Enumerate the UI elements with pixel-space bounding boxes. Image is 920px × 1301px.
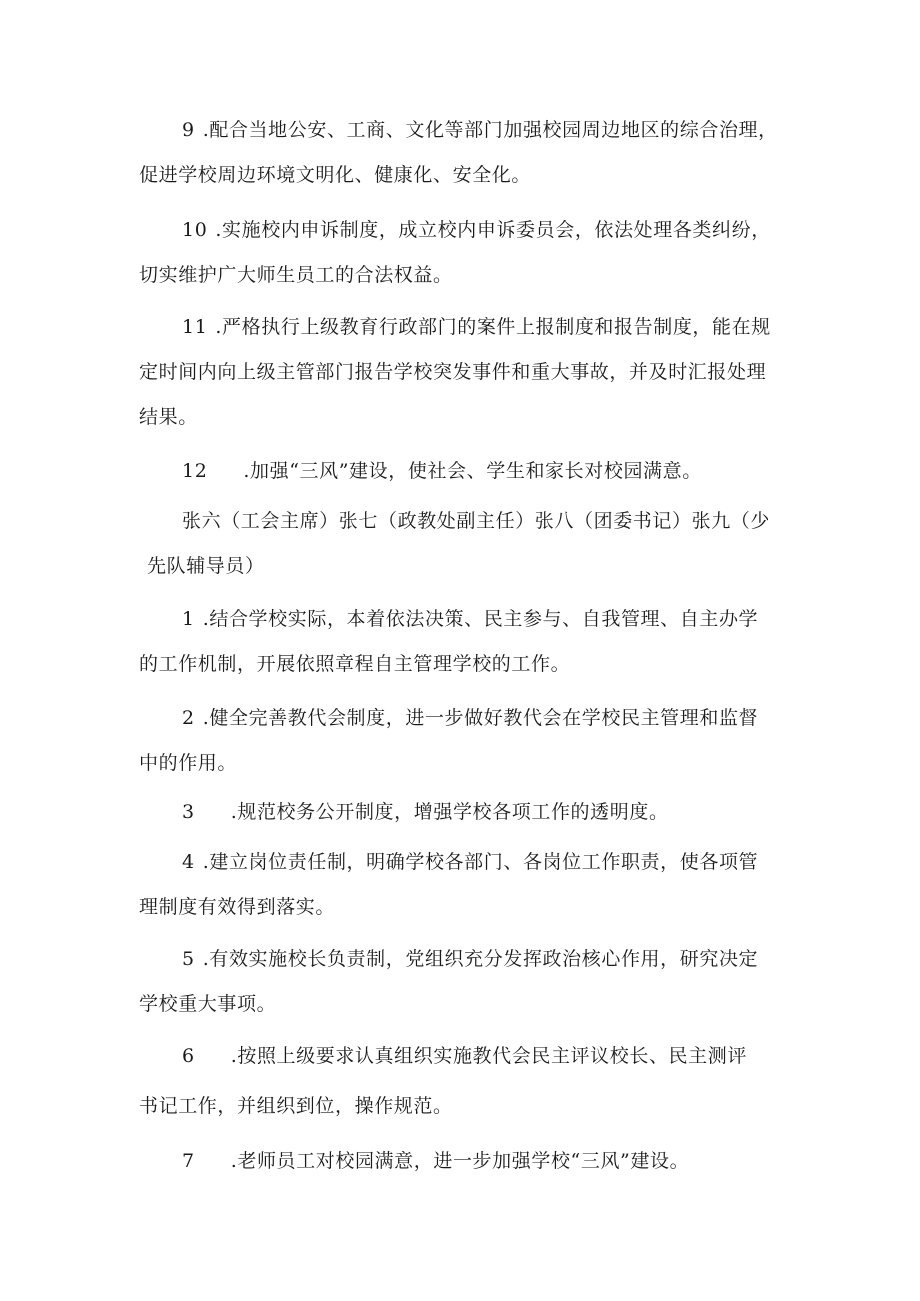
paragraph-line: [139, 1034, 799, 1079]
paragraph-item-11: [139, 305, 799, 440]
paragraph-item-6: [139, 1034, 799, 1134]
paragraph-line: [139, 449, 799, 494]
line-text: .按照上级要求认真组织实施教代会民主评议校长、民主测评: [230, 1045, 747, 1067]
item-number: 6: [182, 1045, 195, 1067]
paragraph-line: 理制度有效得到落实。: [139, 896, 336, 918]
paragraph-line: 切实维护广大师生员工的合法权益。: [139, 264, 453, 286]
paragraph-line: 定时间内向上级主管部门报告学校突发事件和重大事故，并及时汇报处理: [139, 361, 767, 383]
paragraph-item-3: [139, 790, 799, 835]
line-text: .配合当地公安、工商、文化等部门加强校园周边地区的综合治理，: [202, 119, 778, 141]
paragraph-line: 先队辅导员）: [147, 555, 265, 577]
paragraph-line: [139, 790, 799, 835]
paragraph-line: 中的作用。: [139, 752, 238, 774]
paragraph-line: [139, 597, 799, 642]
paragraph-line: 书记工作，并组织到位，操作规范。: [139, 1095, 453, 1117]
paragraph-item-2: [139, 696, 799, 786]
item-number: 12: [182, 460, 208, 482]
paragraph-line: 的工作机制，开展依照章程自主管理学校的工作。: [139, 653, 571, 675]
paragraph-line: [139, 208, 799, 253]
line-text: .结合学校实际，本着依法决策、民主参与、自我管理、自主办学: [202, 608, 759, 630]
item-number: 7: [182, 1150, 195, 1172]
item-number: 10: [182, 219, 208, 241]
line-text: .健全完善教代会制度，进一步做好教代会在学校民主管理和监督: [202, 707, 759, 729]
paragraph-line: [139, 108, 799, 153]
paragraph-item-10: [139, 208, 799, 298]
item-number: 3: [182, 801, 195, 823]
paragraph-line: [139, 937, 799, 982]
item-number: 2: [182, 707, 195, 729]
line-text: .老师员工对校园满意，进一步加强学校“三风”建设。: [230, 1150, 690, 1172]
paragraph-item-9: [139, 108, 799, 198]
paragraph-line: 促进学校周边环境文明化、健康化、安全化。: [139, 164, 532, 186]
line-text: .规范校务公开制度，增强学校各项工作的透明度。: [230, 801, 669, 823]
members-paragraph: [139, 499, 799, 589]
paragraph-line: [139, 696, 799, 741]
paragraph-line: [139, 305, 799, 350]
item-number: 1: [182, 608, 195, 630]
paragraph-item-12: [139, 449, 799, 494]
paragraph-line: 张六（工会主席）张七（政教处副主任）张八（团委书记）张九（少: [182, 510, 771, 532]
line-text: .严格执行上级教育行政部门的案件上报制度和报告制度，能在规: [215, 316, 771, 338]
line-text: .实施校内申诉制度，成立校内申诉委员会，依法处理各类纠纷，: [215, 219, 771, 241]
line-text: .有效实施校长负责制，党组织充分发挥政治核心作用，研究决定: [202, 948, 759, 970]
item-number: 11: [182, 316, 208, 338]
paragraph-line: [139, 840, 799, 885]
line-text: .加强“三风”建设，使社会、学生和家长对校园满意。: [243, 460, 702, 482]
paragraph-item-5: [139, 937, 799, 1027]
item-number: 5: [182, 948, 195, 970]
paragraph-line: [139, 1139, 799, 1184]
paragraph-line: 学校重大事项。: [139, 993, 277, 1015]
paragraph-line: 结果。: [139, 406, 198, 428]
paragraph-item-1: [139, 597, 799, 687]
paragraph-item-4: [139, 840, 799, 930]
line-text: .建立岗位责任制，明确学校各部门、各岗位工作职责，使各项管: [202, 851, 759, 873]
item-number: 9: [182, 119, 195, 141]
item-number: 4: [182, 851, 195, 873]
paragraph-item-7: [139, 1139, 799, 1184]
